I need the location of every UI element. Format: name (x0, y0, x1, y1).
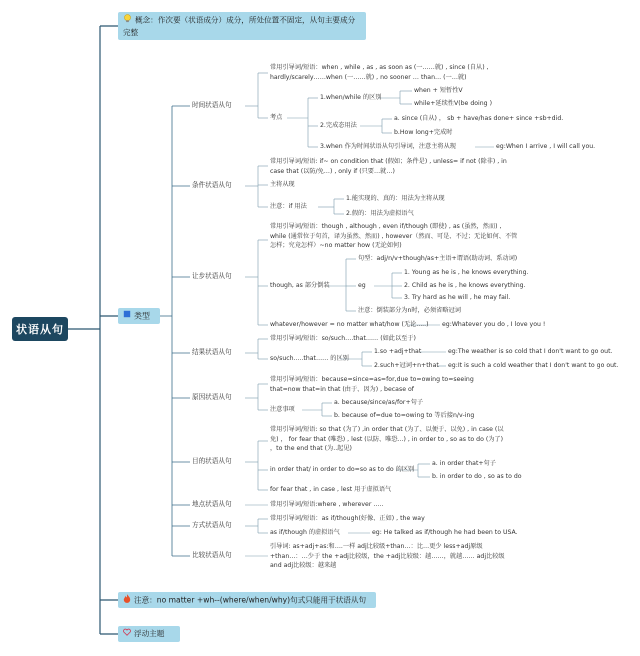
category-time[interactable]: 时间状语从句 (192, 101, 232, 109)
category-comparison[interactable]: 比较状语从句 (192, 551, 232, 559)
concession-e2[interactable]: 2. Child as he is , he knows everything. (404, 282, 526, 289)
time-p1b[interactable]: while+延续性V(be doing ) (414, 100, 492, 107)
time-p3-example[interactable]: eg:When I arrive , I will call you. (496, 143, 596, 150)
lightbulb-icon (123, 14, 132, 27)
time-points[interactable]: 考点 (270, 114, 283, 121)
concession-inv-note[interactable]: 注意：倒装部分为n时，必须省略冠词 (358, 307, 461, 314)
category-place[interactable]: 地点状语从句 (192, 500, 232, 508)
result-d1-eg[interactable]: eg:The weather is so cold that I don't want to go out. (448, 348, 613, 355)
concept-text: 概念：作次要（状语成分）成分，所处位置不固定，从句主要成分完整 (123, 15, 356, 37)
concession-pattern[interactable]: 句型：adj/n/v+though/as+主语+谓语(助动词、系动词) (358, 255, 518, 262)
purpose-common[interactable]: 常用引导词/短语: so that (为了) ,in order that (为了、以便于、以免) , in case (以免) ， for fear that (唯恐) , lest (以防、唯恐...) , in order to , so as to do (为了) ，to the end that (为..起见) (270, 426, 504, 453)
concession-whatever-eg[interactable]: eg:Whatever you do , I love you ! (442, 321, 546, 328)
category-reason[interactable]: 原因状语从句 (192, 393, 232, 401)
reason-common[interactable]: 常用引导词/短语：because=since=as=for,due to=owing to=seeing that=now that=in that (由于、因为) , becase of (270, 376, 474, 393)
purpose-fear[interactable]: for fear that , in case , lest 用于虚拟语气 (270, 486, 392, 493)
cond-n2[interactable]: 2.假的：用法为虚拟语气 (346, 210, 414, 217)
concession-inversion[interactable]: though, as 部分倒装 (270, 282, 330, 289)
floating-text: 浮动主题 (134, 629, 165, 638)
concession-whatever[interactable]: whatever/however = no matter what/how (无论.....) (270, 321, 429, 328)
time-p2a[interactable]: a. since (自从) ， sb + have/has done+ since +sb+did. (394, 115, 564, 122)
flag-icon (123, 310, 131, 322)
time-p1a[interactable]: when + 短暂性V (414, 87, 463, 94)
result-common[interactable]: 常用引导词/短语：so/such….that…… (如此以至于) (270, 335, 416, 342)
types-box[interactable] (118, 308, 160, 324)
note-text: 注意：no matter +wh--(where/when/why)句式只能用于状语从句 (134, 595, 367, 605)
result-d1[interactable]: 1.so +adj+that (374, 348, 422, 355)
cond-common[interactable]: 常用引导词/短语: if~ on condition that (假如；条件是) , unless= if not (除非) , in case that (以防/免…) , only if (只要…就…) (270, 158, 507, 175)
time-p2[interactable]: 2.完成态用法 (320, 122, 357, 129)
time-common[interactable]: 常用引导词/短语：when , while , as , as soon as (一……就) , since (自从) , hardly/scarely……when (一……就) , no sooner … than… (一…就) (270, 64, 489, 81)
types-label: 类型 (134, 311, 150, 321)
concession-eg[interactable]: eg (358, 282, 366, 289)
concept-box[interactable] (118, 12, 366, 40)
purpose-a[interactable]: a. in order that+句子 (432, 460, 496, 467)
cond-rule[interactable]: 主将从现 (270, 181, 295, 188)
category-concession[interactable]: 让步状语从句 (192, 272, 232, 280)
concession-e3[interactable]: 3. Try hard as he will , he may fail. (404, 294, 511, 301)
comparison-common[interactable]: 引导词: as+adj+as:和….一样 adj比较级+than…：比…更少 less+adj原级+than…：…少于 the +adj比较级，the +adj比较级：越……，就越…… adj比较级 and adj比较级：越来越 (270, 543, 505, 570)
floating-topic[interactable] (118, 626, 180, 642)
time-p3[interactable]: 3.when 作为时间状语从句引导词，注意主将从现 (320, 143, 456, 150)
root-topic[interactable]: 状语从句 (12, 317, 68, 341)
category-purpose[interactable]: 目的状语从句 (192, 457, 232, 465)
result-d2[interactable]: 2.such+冠词+n+that (374, 362, 439, 369)
result-diff[interactable]: so/such.....that…… 的区别 (270, 355, 349, 362)
note-box[interactable] (118, 592, 376, 608)
reason-note[interactable]: 注意事项 (270, 406, 295, 413)
purpose-diff[interactable]: in order that/ in order to do=so as to do 的区别 (270, 466, 415, 473)
place-common[interactable]: 常用引导词/短语:where , wherever ….. (270, 501, 384, 508)
fire-icon (123, 594, 131, 607)
reason-b[interactable]: b. because of=due to=owing to 等后接n/v-ing (334, 412, 475, 419)
manner-common[interactable]: 常用引导词/短语：as if/though(好像、正如) , the way (270, 515, 425, 522)
category-manner[interactable]: 方式状语从句 (192, 521, 232, 529)
time-p2b[interactable]: b.How long+完成时 (394, 129, 453, 136)
purpose-b[interactable]: b. in order to do , so as to do (432, 473, 522, 480)
cond-note[interactable]: 注意：if 用法 (270, 203, 307, 210)
time-p1[interactable]: 1.when/while 的区别 (320, 94, 382, 101)
result-d2-eg[interactable]: eg:It is such a cold weather that I don't want to go out. (448, 362, 619, 369)
concession-e1[interactable]: 1. Young as he is , he knows everything. (404, 269, 529, 276)
category-condition[interactable]: 条件状语从句 (192, 181, 232, 189)
category-result[interactable]: 结果状语从句 (192, 348, 232, 356)
manner-eg[interactable]: eg: He talked as if/though he had been to USA. (372, 529, 518, 536)
heart-icon (123, 628, 131, 640)
concession-common[interactable]: 常用引导词/短语：though , although , even if/though (即使) , as (虽然，然而) , while (通常位于句首，译为虽然、然而) , however（然而、可是、不过；无论如何、不管怎样；究竟怎样）~no matter how (无论如何) (270, 223, 518, 250)
reason-a[interactable]: a. because/since/as/for+句子 (334, 399, 424, 406)
manner-subjunctive[interactable]: as if/though 的虚拟语气 (270, 529, 340, 536)
cond-n1[interactable]: 1.能实现的、真的：用法为主将从现 (346, 195, 445, 202)
